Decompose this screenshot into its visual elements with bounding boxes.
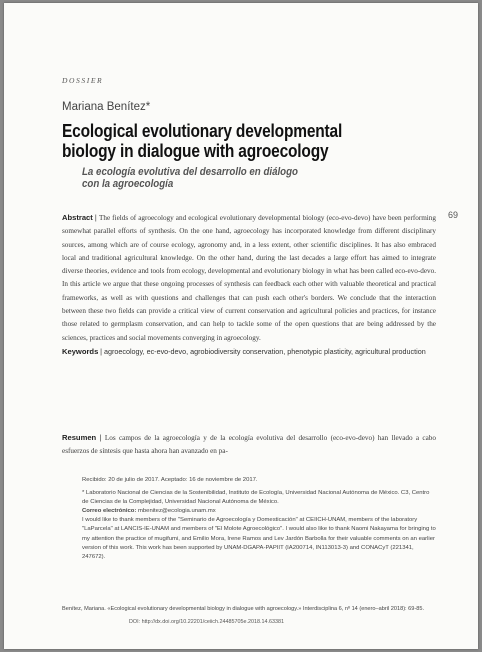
page-number: 69 [447,210,458,220]
keywords-label: Keywords [62,346,99,356]
resumen-block: Resumen | Los campos de la agroecología y de la ecología evolutiva del desarrollo (eco-evo-devo) han llevado a cabo esfuerzos de síntesis que hasta ahora han avanzado en pa- [62,433,436,456]
article-subtitle [82,166,406,190]
abstract-label: Abstract [62,213,93,222]
article-subtitle-line: con la agroecología [82,178,174,190]
email-line [82,507,437,516]
journal-page [4,3,478,649]
resumen-text: Los campos de la agroecología y de la ecología evolutiva del desarrollo (eco-evo-devo) han llevado a cabo esfuerzos de síntesis que hasta ahora han avanzado en pa- [62,434,436,456]
doi-link[interactable]: DOI: http://dx.doi.org/10.22201/ceiich.24485705e.2018.14.63381 [129,619,284,625]
resumen-label: Resumen [62,433,97,442]
abstract-text: The fields of agroecology and ecological evolutionary developmental biology (eco-evo-devo) have been performing somewhat parallel efforts of synthesis. On the one hand, agroecology has incorporated knowledge from different disciplinary sources, among which are of course ecology, agronomy and, in a less extent, other scientific disciplines. It has also embraced local and traditional agricultural knowledge. On the other hand, during the last decades a large effort has aimed to integrate diverse theories, evidence and tools from ecology, developmental and evolutionary biology in what has been called eco-evo-devo. In this article we argue that these ongoing processes of synthesis can feedback each other with valuable theoretical and practical frameworks, as well as with questions and challenges that can push each other's borders. We conclude that the interaction between these two fields can provide a critical view of current conservation and agricultural policies and practices, for instance those related to germplasm conservation, and can help to tackle some of the open questions that are being addressed by the sciences, practices and social movements converging in agroecology. [62,214,436,342]
article-title-line: biology in dialogue with agroecology [62,141,329,161]
acknowledgments: I would like to thank members of the "Seminario de Agroecología y Domesticación" at CEIICH-UNAM, members of the laboratory "LaParcela" at LANCIS-IE-UNAM and members of "El Molote Agroecológico". I would also like to thank Naomi Nakayama for bringing to my attention the practice of mugifumi, and Emilio Mora, Irene Ramos and Lev Jardón Barbolla for their valuable comments on an earlier version of this work. This work has been supported by UNAM-DGAPA-PAPIIT (IA200714, IN113013-3) and CONACyT (221341, 247672). [82,517,436,560]
received-dates: Recibido: 20 de julio de 2017. Aceptado: 16 de noviembre de 2017. [82,477,258,483]
article-title-line: Ecological evolutionary developmental [62,121,343,141]
keywords-text: agroecology, ec-evo-devo, agrobiodiversity conservation, phenotypic plasticity, agricultural production [103,346,426,356]
article-subtitle-line: La ecología evolutiva del desarrollo en diálogo [82,166,298,178]
abstract-block: Abstract | The fields of agroecology and ecological evolutionary developmental biology (eco-evo-devo) have been performing somewhat parallel efforts of synthesis. On the one hand, agroecology has incorporated knowledge from different disciplinary sources, among which are of course ecology, agronomy and, in a less extent, other scientific disciplines. It has also embraced local and traditional agricultural knowledge. On the other hand, during the last decades a large effort has aimed to integrate diverse theories, evidence and tools from ecology, developmental and evolutionary biology in what has been called eco-evo-devo. In this article we argue that these ongoing processes of synthesis can feedback each other with valuable theoretical and practical frameworks, as well as with questions and challenges that can push each other's borders. We conclude that the interaction between these two fields can provide a critical view of current conservation and agricultural policies and practices, for instance those related to germplasm conservation, and can help to tackle some of the open questions that are being addressed by the sciences, practices and social movements converging in agroecology. Keywords | agroecology, ec-evo-devo, agrobiodiversity conservation, phenotypic plasticity, agricultural production [62,213,436,356]
author-name: Mariana Benítez* [62,101,151,113]
citation: Benítez, Mariana. «Ecological evolutionary developmental biology in dialogue with agroecology.» Interdisciplina 6, nº 14 (enero–abril 2018): 69-85. [62,606,425,612]
article-title [62,121,389,161]
email-address[interactable]: mbenitez@ecologia.unam.mx [137,508,216,515]
author-affiliation: * Laboratorio Nacional de Ciencias de la Sostenibilidad, Instituto de Ecología, Universidad Nacional Autónoma de México. C3, Centro de Ciencias de la Complejidad, Universidad Nacional Autónoma de México. [82,490,430,506]
email-label: Correo electrónico: [82,508,137,515]
footnotes [82,476,437,562]
section-label: DOSSIER [62,76,104,85]
